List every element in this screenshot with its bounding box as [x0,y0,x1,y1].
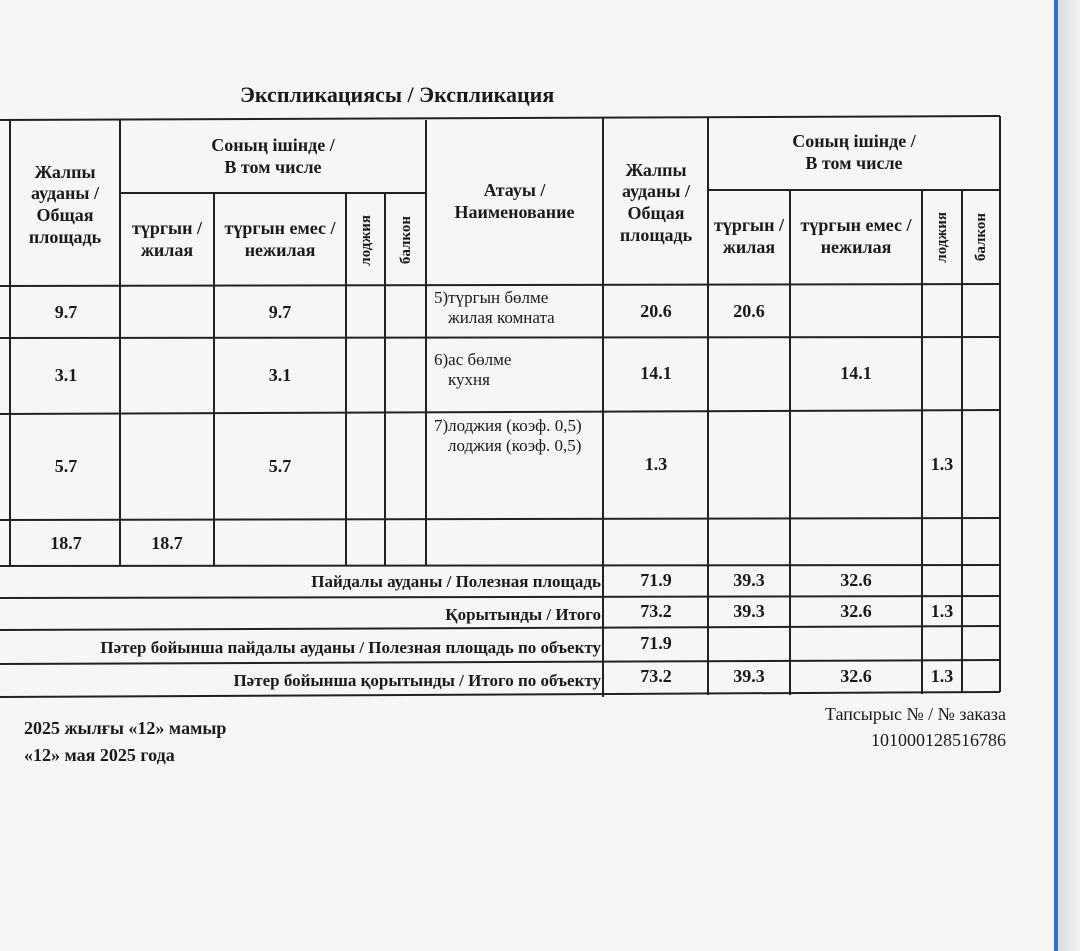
header-text: лоджия [357,214,374,266]
header-text: Атауы / [483,180,546,201]
header-text: ауданы / [622,181,690,202]
room-name-kz: 5)түргын бөлме [434,288,549,307]
header-text: Соның ішінде / [792,131,916,152]
header-left-living [120,196,214,284]
table-cell: 5.7 [268,456,292,477]
header-text: балкон [973,212,989,262]
header-left-including [120,122,426,192]
header-text: жилая [140,240,194,260]
table-cell: 32.6 [840,570,872,591]
header-left-nonliving [214,196,346,284]
room-name [428,288,603,338]
room-name-kz: 6)ас бөлме [434,350,512,369]
table-cell: 32.6 [840,666,872,687]
header-right-total [604,128,708,278]
table-cell: 71.9 [640,633,672,654]
header-left-loggia [346,196,385,284]
table-cell: 73.2 [640,601,672,622]
room-name [428,416,603,518]
header-text: Общая [627,203,685,223]
header-text: Жалпы [625,159,687,180]
page-title: Экспликациясы / Экспликация [240,82,555,107]
summary-label: Пайдалы ауданы / Полезная площадь [311,571,601,591]
header-text: Жалпы [34,161,96,182]
header-text: нежилая [244,240,316,260]
header-text: түргын емес / [800,215,912,236]
room-name-kz: 7)лоджия (коэф. 0,5) [434,416,582,435]
table-cell: 20.6 [733,301,765,322]
table-cell: 3.1 [54,365,78,386]
date-ru: «12» мая 2025 года [24,745,175,765]
header-text: нежилая [820,237,892,257]
header-text: түргын / [714,215,784,236]
table-cell: 3.1 [268,365,292,386]
summary-label: Қорытынды / Итого [445,604,601,624]
room-name-ru: кухня [448,370,490,390]
header-right-including [708,118,1000,188]
header-text: площадь [619,224,693,245]
table-cell: 73.2 [640,666,672,687]
table-cell: 14.1 [840,363,872,384]
table-cell: 9.7 [54,302,78,323]
table-cell: 1.3 [930,454,954,475]
table-cell: 39.3 [733,570,765,591]
header-right-nonliving [790,192,922,282]
header-text: Наименование [454,202,575,222]
header-text: Соның ішінде / [211,135,335,156]
header-text: Общая [36,205,94,225]
header-text: В том числе [805,153,903,173]
header-name [426,120,603,284]
table-cell: 18.7 [151,533,183,554]
header-text: лоджия [934,211,950,263]
table-cell: 20.6 [640,301,672,322]
table-cell: 18.7 [50,533,82,554]
summary-label [0,632,603,664]
background-edge [1058,0,1080,951]
table-cell: 71.9 [640,570,672,591]
summary-label-text: Пәтер бойынша пайдалы ауданы / Полезная площадь по объекту [100,637,601,657]
room-name-ru: жилая комната [448,308,555,328]
header-text: ауданы / [31,183,99,204]
table-cell: 39.3 [733,601,765,622]
room-name-ru: лоджия (коэф. 0,5) [448,436,582,456]
header-text: түргын емес / [224,218,336,239]
table-cell: 5.7 [54,456,78,477]
header-left-total [12,130,118,280]
table-cell: 39.3 [733,666,765,687]
header-right-loggia [922,192,962,282]
header-text: балкон [397,215,414,265]
date-kz: 2025 жылғы «12» мамыр [24,718,227,738]
table-cell: 1.3 [930,601,954,622]
room-name [428,350,603,410]
header-text: площадь [28,226,102,247]
header-text: түргын / [132,218,202,239]
table-cell: 32.6 [840,601,872,622]
table-cell: 1.3 [644,454,668,475]
order-number: 101000128516786 [871,730,1006,750]
header-left-balcony [385,196,426,284]
header-text: В том числе [224,157,322,177]
order-label: Тапсырыс № / № заказа [824,704,1006,724]
summary-label: Пәтер бойынша қорытынды / Итого по объекту [233,670,601,690]
table-cell: 9.7 [268,302,292,323]
table-cell: 1.3 [930,666,954,687]
header-text: жилая [722,237,776,257]
header-right-living [708,192,790,282]
header-right-balcony [962,192,1000,282]
table-cell: 14.1 [640,363,672,384]
